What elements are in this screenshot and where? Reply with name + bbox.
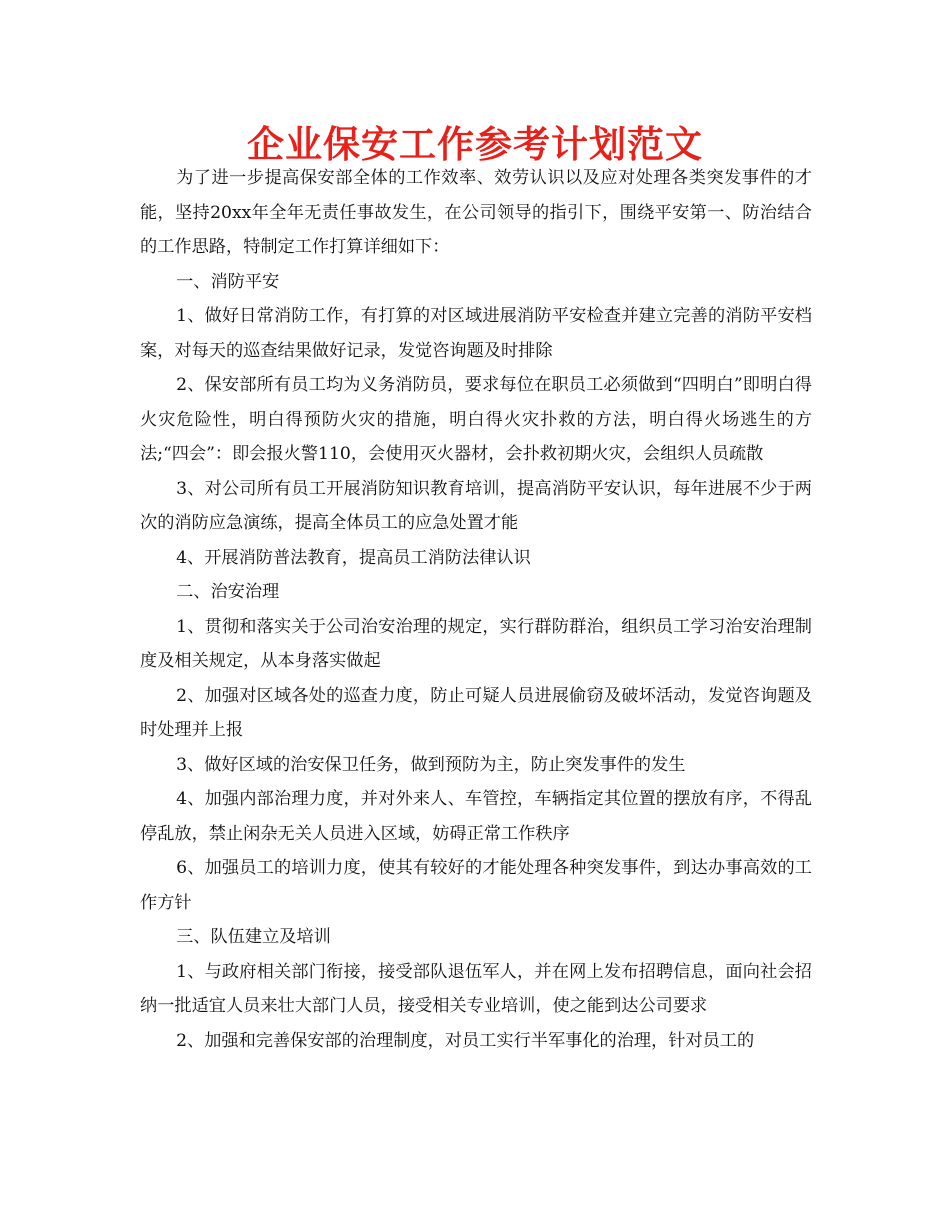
paragraph: 4、加强内部治理力度，并对外来人、车管控，车辆指定其位置的摆放有序，不得乱停乱放，禁止闲杂无关人员进入区域，妨碍正常工作秩序 xyxy=(140,789,812,844)
section-heading-team-building: 三、队伍建立及培训 xyxy=(176,927,331,947)
paragraph: 6、加强员工的培训力度，使其有较好的才能处理各种突发事件，到达办事高效的工作方针 xyxy=(140,858,812,913)
paragraph: 1、做好日常消防工作，有打算的对区域进展消防平安检查并建立完善的消防平安档案，对每天的巡查结果做好记录，发觉咨询题及时排除 xyxy=(140,306,812,361)
paragraph: 4、开展消防普法教育，提高员工消防法律认识 xyxy=(176,547,531,568)
paragraph: 3、做好区域的治安保卫任务，做到预防为主，防止突发事件的发生 xyxy=(176,754,686,775)
paragraph: 2、加强对区域各处的巡查力度，防止可疑人员进展偷窃及破坏活动，发觉咨询题及时处理并上报 xyxy=(140,685,812,740)
paragraph: 1、与政府相关部门衔接，接受部队退伍军人，并在网上发布招聘信息，面向社会招纳一批适宜人员来壮大部门人员，接受相关专业培训，使之能到达公司要求 xyxy=(140,961,812,1016)
paragraph: 3、对公司所有员工开展消防知识教育培训，提高消防平安认识，每年进展不少于两次的消防应急演练，提高全体员工的应急处置才能 xyxy=(140,478,812,533)
paragraph: 2、加强和完善保安部的治理制度，对员工实行半军事化的治理，针对员工的 xyxy=(176,1030,755,1051)
paragraph: 1、贯彻和落实关于公司治安治理的规定，实行群防群治，组织员工学习治安治理制度及相关规定，从本身落实做起 xyxy=(140,616,812,671)
document-body xyxy=(140,161,812,1058)
section-heading-security-management: 二、治安治理 xyxy=(176,582,280,602)
paragraph-intro: 为了进一步提高保安部全体的工作效率、效劳认识以及应对处理各类突发事件的才能，坚持20xx年全年无责任事故发生，在公司领导的指引下，围绕平安第一、防治结合的工作思路，特制定工作打算详细如下： xyxy=(140,168,812,257)
document-title: 企业保安工作参考计划范文 xyxy=(247,123,703,166)
paragraph: 2、保安部所有员工均为义务消防员，要求每位在职员工必须做到“四明白”即明白得火灾危险性，明白得预防火灾的措施，明白得火灾扑救的方法，明白得火场逃生的方法;“四会”：即会报火警110，会使用灭火器材，会扑救初期火灾，会组织人员疏散 xyxy=(140,375,812,464)
section-heading-fire-safety: 一、消防平安 xyxy=(176,271,280,292)
